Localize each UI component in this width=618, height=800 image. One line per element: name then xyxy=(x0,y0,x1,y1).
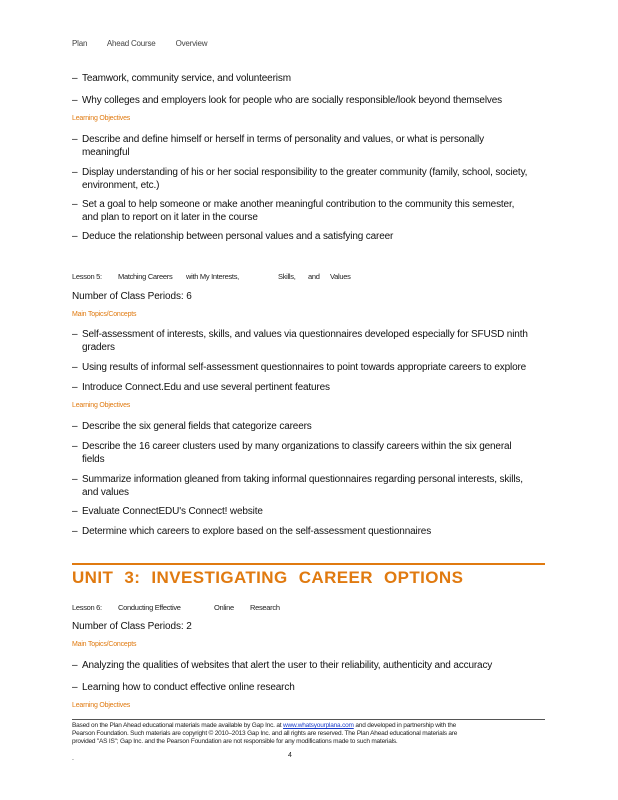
list-item: – Display understanding of his or her social responsibility to the greater community (family, school, society, environment, etc.) xyxy=(72,167,528,191)
learning-objectives-heading: Learning Objectives xyxy=(72,402,131,409)
lesson-6-heading: Lesson 6: Conducting Effective Online Research xyxy=(72,603,280,612)
unit-divider xyxy=(72,563,545,565)
website-link[interactable]: www.whatsyourplana.com xyxy=(283,722,354,729)
unit-title: UNIT 3: INVESTIGATING CAREER OPTIONS xyxy=(72,568,464,587)
page-number: 4 xyxy=(288,752,292,759)
list-item: – Evaluate ConnectEDU's Connect! website xyxy=(72,506,263,517)
learning-objectives-heading: Learning Objectives xyxy=(72,702,131,709)
header-overview: Overview xyxy=(175,39,208,48)
list-item: – Set a goal to help someone or make another meaningful contribution to the community this semester, and plan to report on it later in the course xyxy=(72,199,515,223)
lesson-5-heading: Lesson 5: Matching Careers with My Interests, Skills, and Values xyxy=(72,272,351,281)
list-item: – Summarize information gleaned from taking informal questionnaires regarding personal interests, skills, and values xyxy=(72,474,523,498)
main-topics-heading: Main Topics/Concepts xyxy=(72,641,137,648)
list-item: – Determine which careers to explore based on the self-assessment questionnaires xyxy=(72,526,432,537)
main-topics-heading: Main Topics/Concepts xyxy=(72,311,137,318)
list-item: – Why colleges and employers look for people who are socially responsible/look beyond themselves xyxy=(72,95,503,106)
list-item: – Describe the 16 career clusters used by many organizations to classify careers within the six general fields xyxy=(72,441,512,465)
list-item: – Learning how to conduct effective online research xyxy=(72,682,295,693)
list-item: – Self-assessment of interests, skills, and values via questionnaires developed especially for SFUSD ninth graders xyxy=(72,329,528,353)
footer-dot: . xyxy=(72,755,74,762)
list-item: – Using results of informal self-assessment questionnaires to point towards appropriate careers to explore xyxy=(72,362,527,373)
list-item: – Deduce the relationship between personal values and a satisfying career xyxy=(72,231,394,242)
list-item: – Analyzing the qualities of websites that alert the user to their reliability, authenticity and accuracy xyxy=(72,660,493,671)
class-periods: Number of Class Periods: 6 xyxy=(72,291,192,302)
header-plan: Plan xyxy=(72,39,88,48)
list-item: – Describe and define himself or herself in terms of personality and values, or what is personally meaningful xyxy=(72,134,484,158)
page-header xyxy=(72,39,225,48)
list-item: – Introduce Connect.Edu and use several pertinent features xyxy=(72,382,330,393)
header-course: Ahead Course xyxy=(106,39,156,48)
class-periods: Number of Class Periods: 2 xyxy=(72,621,192,632)
footer-divider xyxy=(72,719,545,720)
list-item: – Describe the six general fields that categorize careers xyxy=(72,421,312,432)
footer-note: Based on the Plan Ahead educational materials made available by Gap Inc. at www.whatsyourplana.com and developed in partnership with the Pearson Foundation. Such materials are copyright © 2010–2013 Gap Inc. and all rights are reserved. The Plan Ahead educational materials are provided "AS IS"; Gap Inc. and the Pearson Foundation are not responsible for any modifications made to such materials. xyxy=(72,722,458,745)
learning-objectives-heading: Learning Objectives xyxy=(72,115,131,122)
list-item: – Teamwork, community service, and volunteerism xyxy=(72,73,291,84)
